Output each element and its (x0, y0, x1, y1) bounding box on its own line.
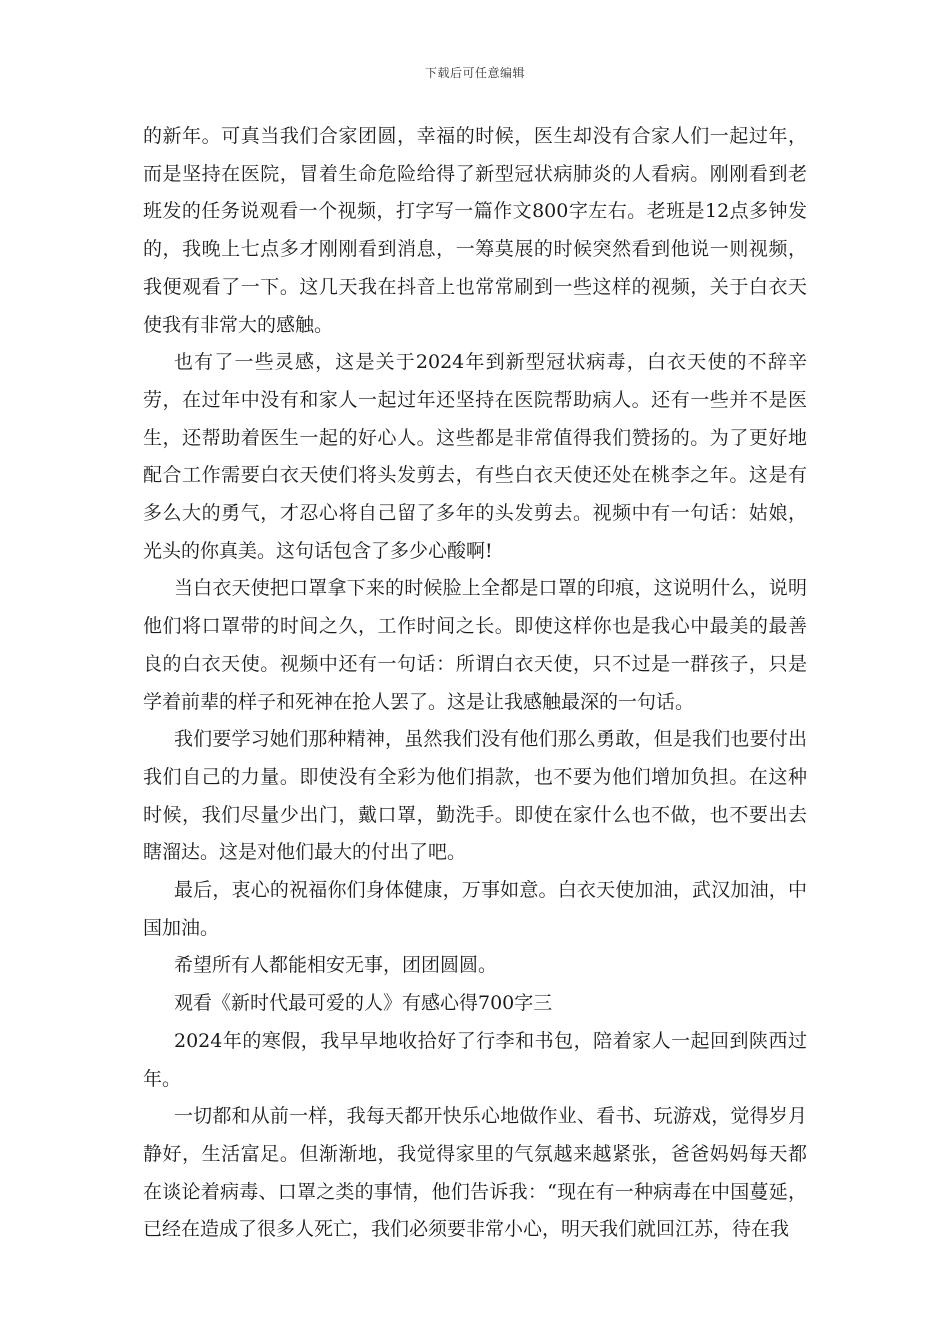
paragraph-1: 的新年。可真当我们合家团圆，幸福的时候，医生却没有合家人们一起过年，而是坚持在医院，冒着生命危险给得了新型冠状病肺炎的人看病。刚刚看到老班发的任务说观看一个视频，打字写一篇作文800字左右。老班是12点多钟发的，我晚上七点多才刚刚看到消息，一筹莫展的时候突然看到他说一则视频，我便观看了一下。这几天我在抖音上也常常刷到一些这样的视频，关于白衣天使我有非常大的感触。 (143, 125, 807, 336)
paragraph-5: 最后，衷心的祝福你们身体健康，万事如意。白衣天使加油，武汉加油，中国加油。 (143, 879, 807, 939)
paragraph-7: 2024年的寒假，我早早地收拾好了行李和书包，陪着家人一起回到陕西过年。 (143, 1029, 807, 1090)
paragraph-8: 一切都和从前一样，我每天都开快乐心地做作业、看书、玩游戏，觉得岁月静好，生活富足。但渐渐地，我觉得家里的气氛越来越紧张，爸爸妈妈每天都在谈论着病毒、口罩之类的事情，他们告诉我：“现在有一种病毒在中国蔓延，已经在造成了很多人死亡，我们必须要非常小心，明天我们就回江苏，待在我 (143, 1105, 807, 1241)
paragraph-6: 希望所有人都能相安无事，团团圆圆。 (174, 954, 498, 977)
page-header: 下载后可任意编辑 (424, 66, 525, 80)
document-body (143, 118, 807, 1249)
paragraph-3: 当白衣天使把口罩拿下来的时候脸上全都是口罩的印痕，这说明什么，说明他们将口罩带的时间之久，工作时间之长。即使这样你也是我心中最美的最善良的白衣天使。视频中还有一句话：所谓白衣天使，只不过是一群孩子，只是学着前辈的样子和死神在抢人罢了。这是让我感触最深的一句话。 (143, 577, 807, 713)
paragraph-4: 我们要学习她们那种精神，虽然我们没有他们那么勇敢，但是我们也要付出我们自己的力量。即使没有全彩为他们捐款，也不要为他们增加负担。在这种时候，我们尽量少出门，戴口罩，勤洗手。即使在家什么也不做，也不要出去瞎溜达。这是对他们最大的付出了吧。 (143, 728, 807, 864)
section-heading: 观看《新时代最可爱的人》有感心得700字三 (174, 992, 553, 1015)
paragraph-2: 也有了一些灵感，这是关于2024年到新型冠状病毒，白衣天使的不辞辛劳，在过年中没有和家人一起过年还坚持在医院帮助病人。还有一些并不是医生，还帮助着医生一起的好心人。这些都是非常值得我们赞扬的。为了更好地配合工作需要白衣天使们将头发剪去，有些白衣天使还处在桃李之年。这是有多么大的勇气，才忍心将自己留了多年的头发剪去。视频中有一句话：姑娘，光头的你真美。这句话包含了多少心酸啊! (143, 351, 807, 562)
